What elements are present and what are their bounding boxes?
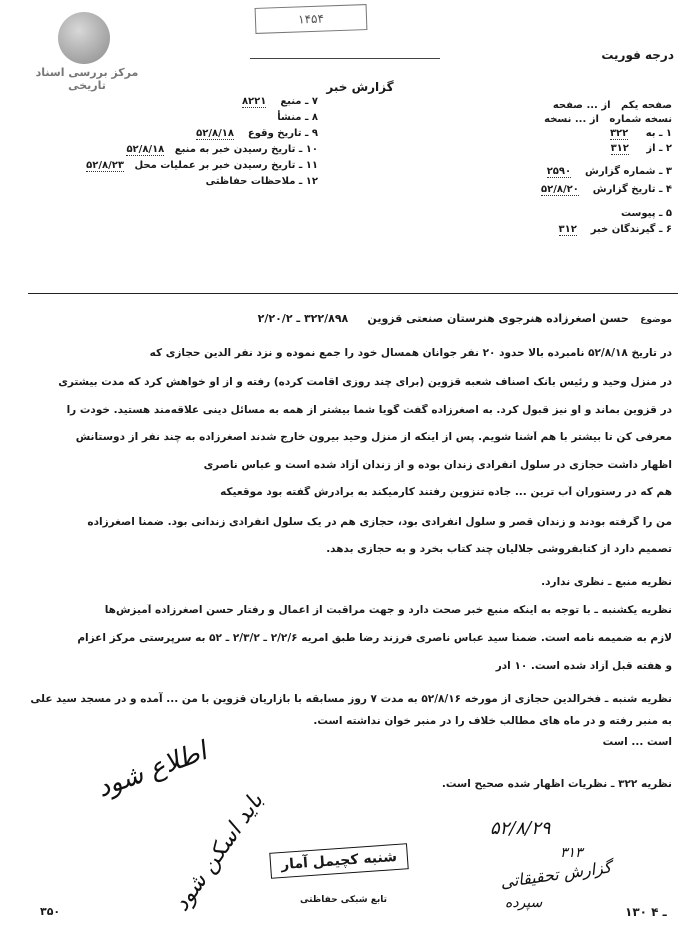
title-underline — [250, 58, 440, 59]
field-source: ۷ ـ منبع ۸۲۲۱ — [241, 96, 318, 107]
left-fields — [28, 96, 318, 192]
body-line: اظهار داشت حجازی در سلول انفرادی زندان بوده و از زندان آزاد شده است و عباس ناصری — [203, 459, 672, 471]
field-received-ops: ۱۱ ـ تاریخ رسیدن خبر بر عملیات محل ۵۲/۸/۲۳ — [86, 160, 318, 171]
body-line: در منزل وحید و رئیس بانک اصناف شعبه قزوین (برای چند روزی اقامت کرده) رفته و از او خواهش کرد که مدت بیشتری — [58, 376, 672, 388]
field-from: ۲ ـ از ۳۱۲ — [610, 143, 672, 154]
body-line: تصمیم دارد از کتابفروشی جلالیان چند کتاب بخرد و به حجازی بدهد. — [326, 543, 672, 555]
handwritten-note: اطلاع شود — [93, 736, 211, 804]
field-event-date: ۹ ـ تاریخ وقوع ۵۲/۸/۱۸ — [196, 128, 318, 139]
office-stamp: شنبه کچیمل آمار — [269, 843, 409, 879]
body-line: در تاریخ ۵۲/۸/۱۸ نامبرده بالا حدود ۲۰ نفر جوانان همسال خود را جمع نموده و نزد نفر الدین حجازی که — [149, 347, 672, 359]
field-report-number: ۳ ـ شماره گزارش ۲۵۹۰ — [546, 166, 672, 177]
field-security-notes: ۱۲ ـ ملاحظات حفاظتی — [205, 176, 318, 187]
field-to: ۱ ـ به ۳۲۲ — [609, 128, 672, 139]
handwritten-note-2: باید اسکن شود — [169, 789, 269, 916]
field-attachment: ۵ ـ پیوست — [620, 208, 672, 219]
right-fields — [442, 100, 672, 238]
field-received-source: ۱۰ ـ تاریخ رسیدن خبر به منبع ۵۲/۸/۱۸ — [126, 144, 318, 155]
subject-row — [27, 312, 672, 325]
opinion-line: لازم به ضمیمه نامه است. ضمناً سید عباس ناصری فرزند رضا طبق امریه ۲/۲/۶ ـ ۲/۳/۲ ـ ۵۲ به سرپرستی مرکز اعزام — [77, 632, 672, 644]
archive-logo-text: مرکز بررسی اسناد تاریخی — [35, 66, 139, 92]
subject-text: حسن اصغرزاده هنرجوی هنرستان صنعتی قزوین — [367, 312, 629, 325]
subject-label: موضوع — [640, 315, 672, 325]
opinion-line: است ... است — [602, 736, 672, 748]
field-origin: ۸ ـ منشأ — [277, 112, 318, 123]
field-recipients: ۶ ـ گیرندگان خبر ۳۱۲ — [558, 224, 672, 235]
handwritten-signature: گزارش تحقیقاتی — [499, 857, 613, 892]
body-line: هم که در رستوران آب ترین ... جاده تنزوین رفتند کارمیکند به برادرش گفته بود موقعیکه — [220, 486, 672, 498]
stamp-caption: تابع شبکی حفاظتی — [300, 895, 388, 905]
header-divider — [28, 293, 678, 294]
opinion-source: نظریه منبع ـ نظری ندارد. — [541, 576, 672, 588]
opinion-line: و هفته قبل آزاد شده است. ۱۰ اُدر — [495, 660, 672, 672]
report-title: گزارش خبر — [326, 80, 394, 94]
subject-ref: ۳۲۲/۸۹۸ ـ ۲/۲۰/۲ — [257, 312, 349, 325]
opinion-sunday: نظریه یکشنبه ـ با توجه به اینکه منبع خبر صحت دارد و جهت مراقبت از اعمال و رفتار حسن اصغرزاده آمیزش‌ها — [104, 604, 672, 616]
opinion-saturday: نظریه شنبه ـ فخرالدین حجازی از مورخه ۵۲/۸/۱۶ به مدت ۷ روز مسابقه با بازاریان قزوین با من ... آمده و در مسجد سید علی به منبر رفته و در ماه های مطالب خلاف را در منبر خوان نداشته است. — [30, 693, 672, 727]
date-stamp: ۵۲/۸/۲۹ — [490, 818, 551, 839]
top-stamp: ۱۴۵۴ — [255, 4, 368, 34]
bottom-left-number: ۳۵۰ — [40, 905, 61, 918]
urgency-label: درجه فوریت — [601, 48, 674, 62]
field-copy: نسخه شماره از ... نسخه — [544, 114, 672, 125]
body-line: معرفی کن تا بیشتر با هم آشنا شویم. پس از اینکه از منزل وحید بیرون خارج شدند اصغرزاده به چند نفر از دوستانش — [75, 431, 672, 443]
date-number: ۳۱۳ — [560, 845, 583, 861]
archive-logo-icon — [58, 12, 110, 64]
opinion-322: نظریه ۳۲۲ ـ نظریات اظهار شده صحیح است. — [441, 778, 672, 790]
field-page: صفحه یکم از ... صفحه — [552, 100, 672, 111]
bottom-code: ۱۳۰ ـ ۴ — [625, 905, 667, 919]
field-report-date: ۴ ـ تاریخ گزارش ۵۲/۸/۲۰ — [541, 184, 672, 195]
body-line: در قزوین بماند و او نیز قبول کرد. به اصغرزاده گفت گویا شما بیشتر از همه به مسائل دینی علاقه‌مند هستید. خودت را — [66, 404, 672, 416]
handwritten-signature-2: سپرده — [505, 895, 543, 911]
body-line: من را گرفته بودند و زندان قصر و سلول انفرادی بود، حجازی هم در یک سلول انفرادی زندانی بود. ضمناً اصغرزاده — [87, 516, 672, 528]
